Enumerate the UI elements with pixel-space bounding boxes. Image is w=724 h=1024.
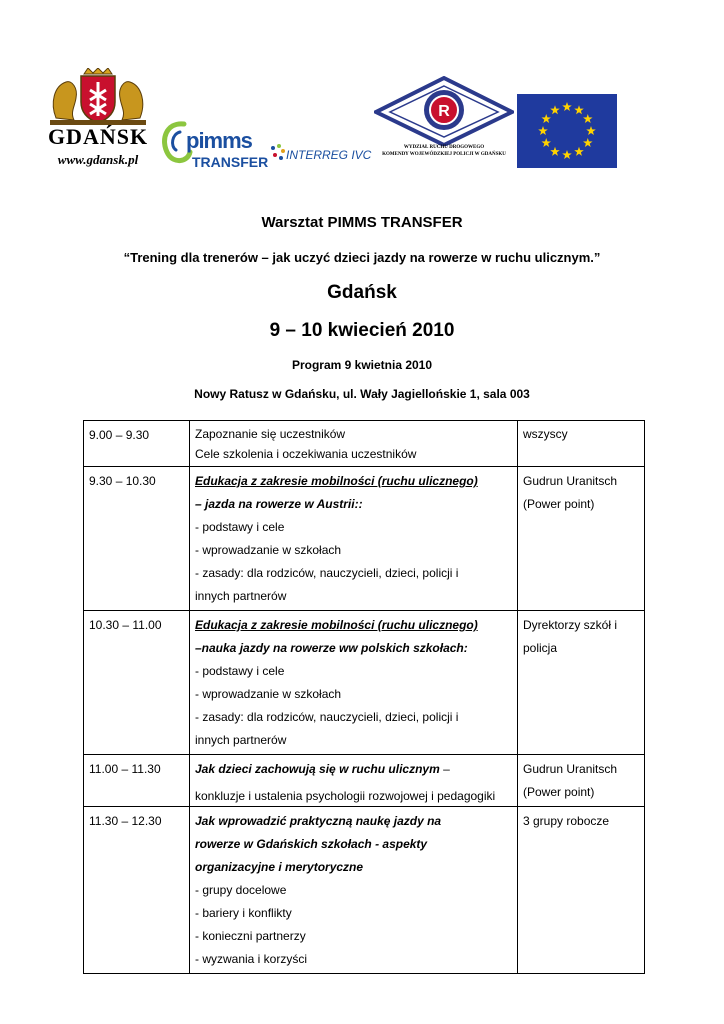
table-row xyxy=(84,467,645,611)
topic-cell xyxy=(190,611,518,755)
time-cell: 10.30 – 11.00 xyxy=(84,611,190,755)
list-item: - wyzwania i korzyści xyxy=(195,952,308,966)
table-row xyxy=(84,807,645,974)
pimms-wordmark: pimms xyxy=(186,128,252,153)
table-row xyxy=(84,755,645,807)
gdansk-coat-of-arms-icon xyxy=(48,68,148,126)
eu-flag xyxy=(517,94,617,168)
police-diamond-icon xyxy=(374,76,514,146)
gdansk-wordmark: GDAŃSK xyxy=(47,124,149,149)
topic-title-line: organizacyjne i merytoryczne xyxy=(195,860,364,874)
table-row xyxy=(84,421,645,467)
pimms-transfer-logo xyxy=(160,118,268,176)
workshop-subtitle: “Trening dla trenerów – jak uczyć dzieci jazdy na rowerze w ruchu ulicznym.” xyxy=(123,250,601,265)
program-date: Program 9 kwietnia 2010 xyxy=(291,358,433,372)
traffic-police-logo xyxy=(370,76,518,166)
topic-cell xyxy=(190,755,518,807)
presenter-cell: wszyscy xyxy=(518,421,645,467)
presenter-cell: 3 grupy robocze xyxy=(518,807,645,974)
list-item: innych partnerów xyxy=(195,589,287,603)
list-item: - zasady: dla rodziców, nauczycieli, dzieci, policji i xyxy=(195,566,459,580)
logo-bar xyxy=(0,0,724,190)
topic-title-line: Jak wprowadzić praktyczną naukę jazdy na xyxy=(195,814,442,828)
table-row xyxy=(84,611,645,755)
list-item: - bariery i konflikty xyxy=(195,906,292,920)
venue: Nowy Ratusz w Gdańsku, ul. Wały Jagiellońskie 1, sala 003 xyxy=(194,387,530,401)
list-item: konkluzje i ustalenia psychologii rozwojowej i pedagogiki xyxy=(195,789,496,803)
list-item: - grupy docelowe xyxy=(195,883,287,897)
topic-suffix: – xyxy=(439,762,450,776)
interreg-stars-icon xyxy=(270,144,286,164)
list-item: - podstawy i cele xyxy=(195,664,285,678)
workshop-title: Warsztat PIMMS TRANSFER xyxy=(261,214,463,231)
list-item: - wprowadzanie w szkołach xyxy=(195,543,342,557)
list-item: innych partnerów xyxy=(195,733,287,747)
time-cell: 9.00 – 9.30 xyxy=(84,421,190,467)
list-item: - konieczni partnerzy xyxy=(195,929,306,943)
workshop-dates: 9 – 10 kwiecień 2010 xyxy=(269,320,455,341)
time-cell: 11.00 – 11.30 xyxy=(84,755,190,807)
topic-subtitle: –nauka jazdy na rowerze ww polskich szkołach: xyxy=(195,641,468,655)
presenter-cell: Dyrektorzy szkół i policja xyxy=(518,611,645,755)
topic-cell: Zapoznanie się uczestników Cele szkolenia i oczekiwania uczestników xyxy=(190,421,518,467)
topic-title-line: rowerze w Gdańskich szkołach - aspekty xyxy=(195,837,428,851)
topic-subtitle: – jazda na rowerze w Austrii:: xyxy=(195,497,363,511)
list-item: - zasady: dla rodziców, nauczycieli, dzieci, policji i xyxy=(195,710,459,724)
time-cell: 11.30 – 12.30 xyxy=(84,807,190,974)
city: Gdańsk xyxy=(327,282,397,303)
topic-cell xyxy=(190,467,518,611)
time-cell: 9.30 – 10.30 xyxy=(84,467,190,611)
interreg-logo xyxy=(270,140,380,170)
agenda-table xyxy=(83,420,645,974)
gdansk-logo xyxy=(42,68,154,180)
police-caption-line2: KOMENDY WOJEWÓDZKIEJ POLICJI W GDAŃSKU xyxy=(382,152,506,157)
police-letter: R xyxy=(438,103,450,120)
topic-cell xyxy=(190,807,518,974)
police-caption-line1: WYDZIAŁ RUCHU DROGOWEGO xyxy=(403,145,485,150)
list-item: - wprowadzanie w szkołach xyxy=(195,687,342,701)
presenter-cell: Gudrun Uranitsch (Power point) xyxy=(518,467,645,611)
presenter-cell: Gudrun Uranitsch (Power point) xyxy=(518,755,645,807)
topic-title: Edukacja z zakresie mobilności (ruchu ulicznego) xyxy=(195,618,478,632)
interreg-wordmark: INTERREG IVC xyxy=(286,148,372,162)
eu-flag-icon xyxy=(517,94,617,168)
topic-title: Edukacja z zakresie mobilności (ruchu ulicznego) xyxy=(195,474,478,488)
gdansk-url: www.gdansk.pl xyxy=(57,152,139,167)
transfer-wordmark: TRANSFER xyxy=(192,154,269,170)
list-item: - podstawy i cele xyxy=(195,520,285,534)
topic-title: Jak dzieci zachowują się w ruchu ulicznym xyxy=(195,762,440,776)
